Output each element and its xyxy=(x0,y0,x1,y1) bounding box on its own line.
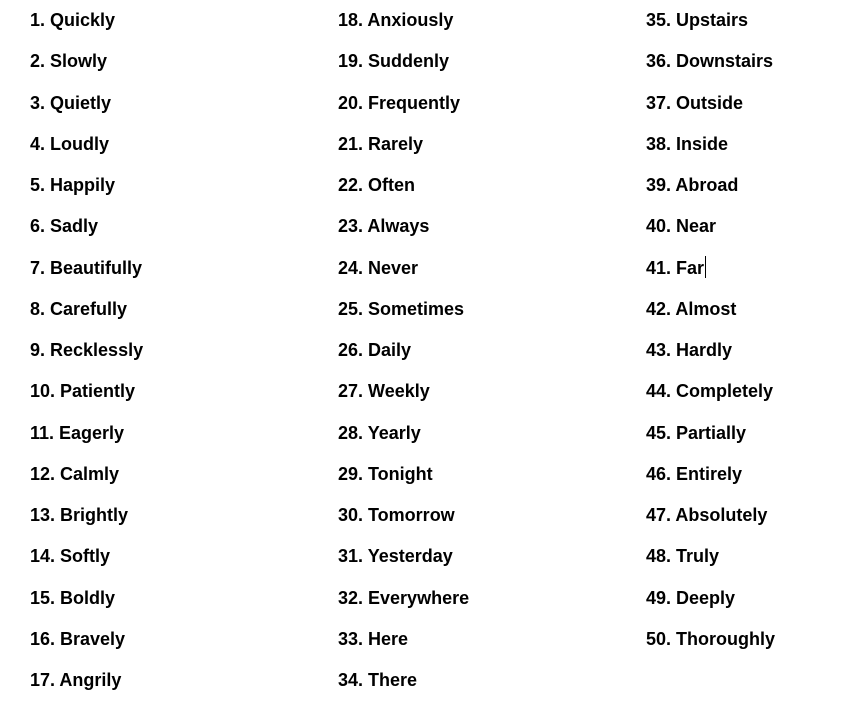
list-item: 28. Yearly xyxy=(338,422,421,443)
list-item-with-caret[interactable] xyxy=(646,248,775,289)
list-item: 17. Angrily xyxy=(30,670,122,690)
list-item: 21. Rarely xyxy=(338,133,424,154)
list-item: 23. Always xyxy=(338,216,430,237)
list-item: 47. Absolutely xyxy=(646,505,768,525)
list-item-text: 41. Far xyxy=(646,257,705,278)
adverb-column-2 xyxy=(338,0,469,701)
list-item: 1. Quickly xyxy=(30,10,116,30)
list-item: 14. Softly xyxy=(30,546,111,567)
list-item: 32. Everywhere xyxy=(338,587,470,608)
list-item: 36. Downstairs xyxy=(646,51,774,72)
list-item: 27. Weekly xyxy=(338,381,430,402)
list-item: 9. Recklessly xyxy=(30,340,144,360)
list-item: 26. Daily xyxy=(338,340,412,360)
list-item: 29. Tonight xyxy=(338,463,433,484)
list-item: 42. Almost xyxy=(646,298,737,319)
list-item: 30. Tomorrow xyxy=(338,505,455,525)
list-item: 33. Here xyxy=(338,628,409,649)
list-item: 7. Beautifully xyxy=(30,257,143,278)
adverb-column-1 xyxy=(30,0,143,701)
list-item: 8. Carefully xyxy=(30,298,128,319)
list-item: 48. Truly xyxy=(646,546,720,567)
list-item: 16. Bravely xyxy=(30,628,126,649)
list-item: 35. Upstairs xyxy=(646,10,749,30)
list-item: 6. Sadly xyxy=(30,216,99,237)
list-item: 12. Calmly xyxy=(30,463,120,484)
list-item: 31. Yesterday xyxy=(338,546,453,567)
list-item: 13. Brightly xyxy=(30,505,129,525)
list-item: 43. Hardly xyxy=(646,340,733,360)
list-item: 45. Partially xyxy=(646,422,747,443)
list-item: 38. Inside xyxy=(646,133,729,154)
list-item: 2. Slowly xyxy=(30,51,108,72)
list-item: 44. Completely xyxy=(646,381,774,402)
list-item: 20. Frequently xyxy=(338,92,461,113)
list-item: 15. Boldly xyxy=(30,587,116,608)
list-item: 4. Loudly xyxy=(30,133,110,154)
list-item: 25. Sometimes xyxy=(338,298,465,319)
text-cursor xyxy=(705,256,706,278)
list-item: 37. Outside xyxy=(646,92,744,113)
adverb-column-3 xyxy=(646,0,775,660)
list-item: 18. Anxiously xyxy=(338,10,454,30)
list-item: 40. Near xyxy=(646,216,717,237)
list-item: 50. Thoroughly xyxy=(646,628,776,649)
list-item: 22. Often xyxy=(338,175,416,195)
list-item: 34. There xyxy=(338,670,418,690)
list-item: 11. Eagerly xyxy=(30,422,125,443)
list-item: 24. Never xyxy=(338,257,419,278)
list-item: 3. Quietly xyxy=(30,92,112,113)
list-item: 39. Abroad xyxy=(646,175,739,195)
list-item: 19. Suddenly xyxy=(338,51,450,72)
list-item: 46. Entirely xyxy=(646,463,743,484)
list-item: 5. Happily xyxy=(30,175,116,195)
list-item: 49. Deeply xyxy=(646,587,736,608)
list-item: 10. Patiently xyxy=(30,381,136,402)
